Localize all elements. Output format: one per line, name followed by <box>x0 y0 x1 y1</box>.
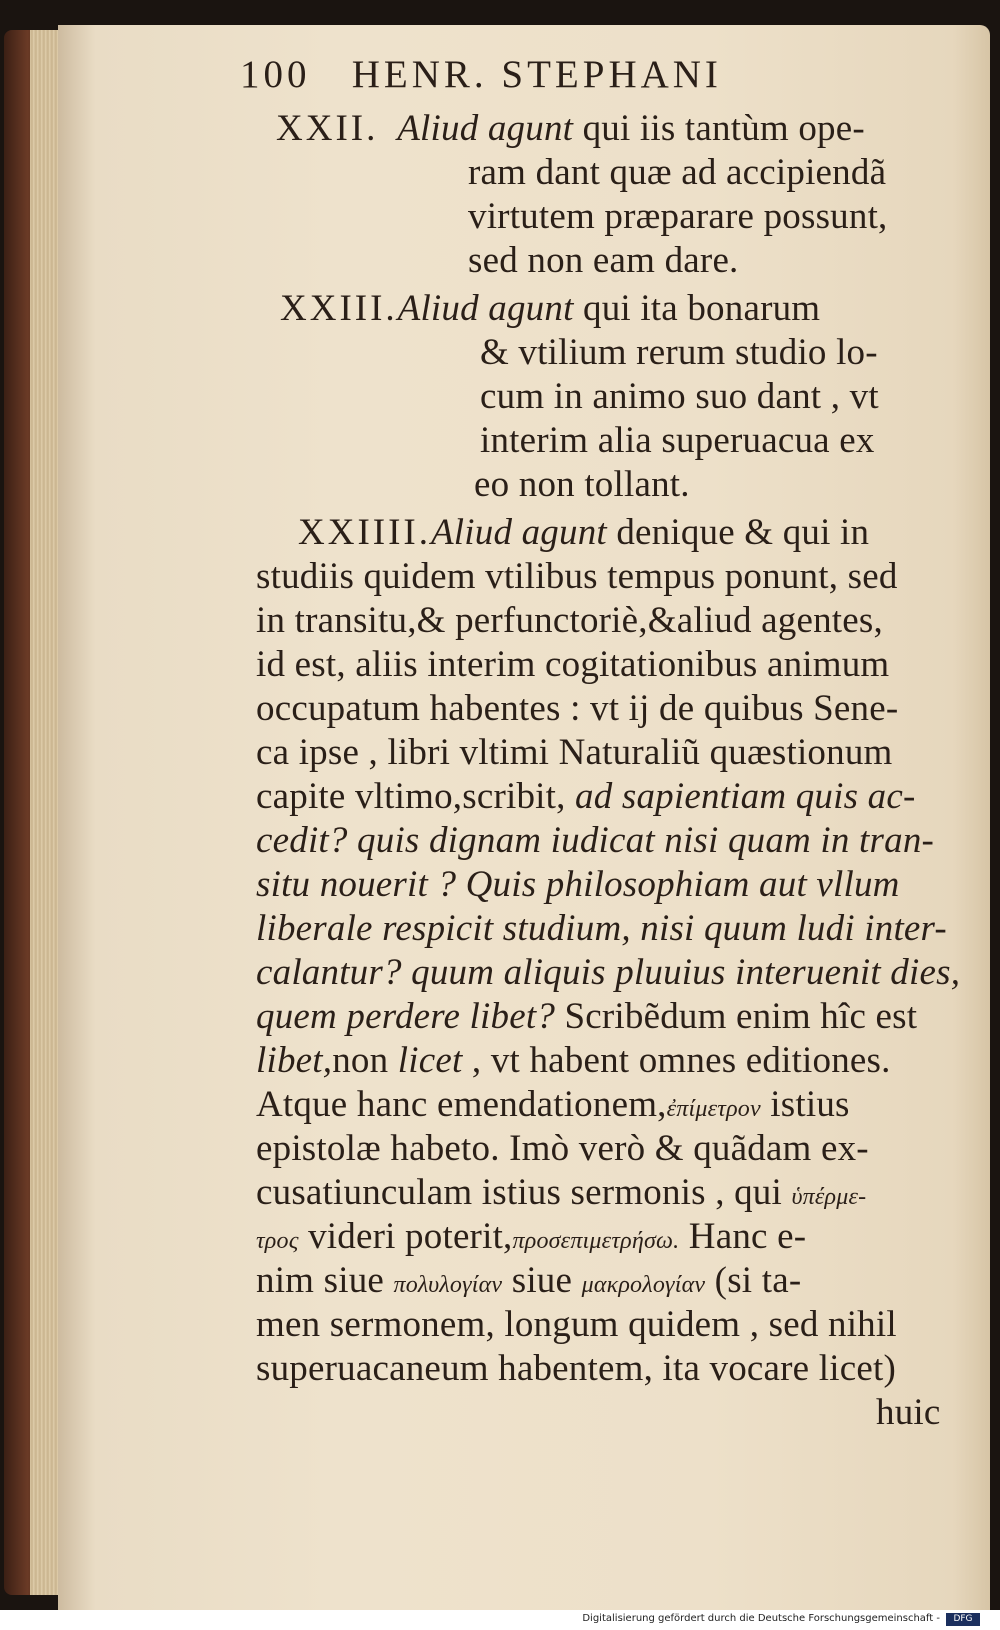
greek-text: ἐπίμετρον <box>666 1096 761 1122</box>
page-header <box>240 53 722 97</box>
text-line <box>256 1215 806 1263</box>
text-run: qui iis tantùm ope- <box>573 108 865 149</box>
text-run: (si ta- <box>705 1260 802 1301</box>
greek-text: πολυλογίαν <box>393 1272 503 1298</box>
italic-text: licet <box>397 1040 463 1081</box>
text-line: ram dant quæ ad accipiendã <box>468 152 887 193</box>
paragraph-number: XXII. <box>276 108 379 149</box>
italic-text: Aliud agunt <box>397 108 574 149</box>
text-run: istius <box>760 1084 850 1125</box>
text-run: capite vltimo,scribit, <box>256 776 576 817</box>
italic-text: libet, <box>256 1040 333 1081</box>
italic-text: ad sapientiam quis ac- <box>575 776 916 817</box>
text-line <box>256 775 916 819</box>
text-line <box>256 995 917 1039</box>
text-line: in transitu,& perfunctoriè,&aliud agentes, <box>256 600 883 641</box>
text-line: liberale respicit studium, nisi quum ludi inter- <box>256 908 947 949</box>
text-line <box>256 1259 801 1307</box>
text-line: occupatum habentes : vt ij de quibus Sene- <box>256 688 899 729</box>
greek-text: προσεπιμετρήσω. <box>512 1228 680 1254</box>
paragraph-number: XXIIII. <box>298 512 431 553</box>
greek-text: τρος <box>256 1228 299 1254</box>
text-run: videri poterit, <box>298 1216 513 1257</box>
text-run: non <box>332 1040 398 1081</box>
text-line: cum in animo suo dant , vt <box>480 376 879 417</box>
paragraph-number: XXIII. <box>280 288 398 329</box>
text-line <box>256 1171 866 1219</box>
text-line: eo non tollant. <box>474 464 690 505</box>
greek-text: μακρολογίαν <box>581 1272 706 1298</box>
text-run: Hanc e- <box>679 1216 807 1257</box>
text-run: Atque hanc emendationem, <box>256 1084 667 1125</box>
text-line <box>256 1039 891 1083</box>
text-line: calantur? quum aliquis pluuius interuenit dies, <box>256 952 961 993</box>
text-line: men sermonem, longum quidem , sed nihil <box>256 1304 897 1345</box>
text-run: Scribẽdum enim hîc est <box>555 996 918 1037</box>
text-run: cusatiunculam istius sermonis , qui <box>256 1172 792 1213</box>
running-title: HENR. STEPHANI <box>351 53 722 96</box>
text-run: denique & qui in <box>606 512 870 553</box>
text-line: & vtilium rerum studio lo- <box>480 332 878 373</box>
text-line <box>276 107 865 151</box>
text-run: siue <box>502 1260 582 1301</box>
text-run: nim siue <box>256 1260 394 1301</box>
text-line: interim alia superuacua ex <box>480 420 875 461</box>
book-page <box>58 25 990 1610</box>
catchword: huic <box>876 1392 941 1433</box>
text-line: virtutem præparare possunt, <box>468 196 888 237</box>
dfg-logo: DFG <box>946 1613 980 1626</box>
text-line <box>298 511 869 555</box>
text-run: qui ita bonarum <box>573 288 821 329</box>
text-line <box>256 1083 850 1131</box>
text-line: sed non eam dare. <box>468 240 739 281</box>
text-line: superuacaneum habentem, ita vocare licet) <box>256 1348 896 1389</box>
text-line: ca ipse , libri vltimi Naturaliũ quæstionum <box>256 732 893 773</box>
footer-bar <box>0 1610 1000 1630</box>
text-line: situ nouerit ? Quis philosophiam aut vllum <box>256 864 900 905</box>
digitization-credit: Digitalisierung gefördert durch die Deutsche Forschungsgemeinschaft - <box>582 1613 940 1624</box>
italic-text: quem perdere libet? <box>256 996 556 1037</box>
text-line <box>280 287 820 331</box>
greek-text: ὑπέρμε- <box>791 1184 867 1210</box>
text-line: studiis quidem vtilibus tempus ponunt, sed <box>256 556 898 597</box>
italic-text: Aliud agunt <box>430 512 607 553</box>
text-run: , vt habent omnes editiones. <box>462 1040 891 1081</box>
text-line: id est, aliis interim cogitationibus animum <box>256 644 890 685</box>
text-line: epistolæ habeto. Imò verò & quãdam ex- <box>256 1128 869 1169</box>
page-number: 100 <box>240 53 311 96</box>
italic-text: Aliud agunt <box>397 288 574 329</box>
text-line: cedit? quis dignam iudicat nisi quam in tran- <box>256 820 935 861</box>
